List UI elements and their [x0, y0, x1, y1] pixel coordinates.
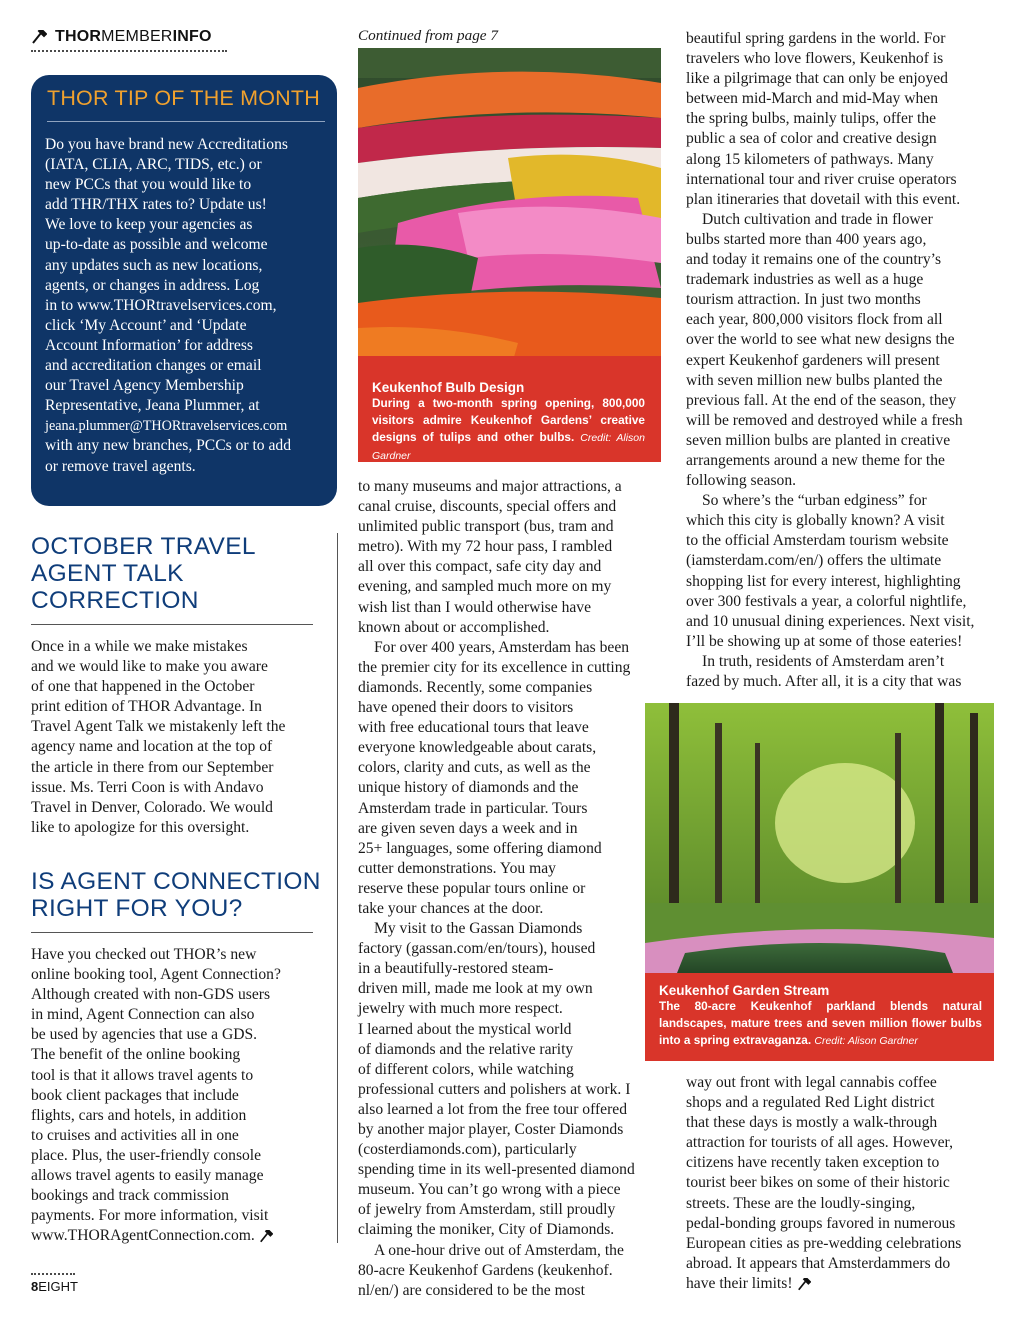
text-line: in a beautifully-restored steam- [358, 960, 554, 978]
text-line: way out front with legal cannabis coffee [686, 1074, 937, 1091]
thor-hammer-icon [31, 30, 47, 44]
text-line: shops and a regulated Red Light district [686, 1094, 935, 1112]
tip-body [45, 135, 327, 477]
section-header [31, 28, 231, 52]
agent-connection-section [31, 868, 321, 1246]
text-line: Have you checked out THOR’s new [31, 946, 257, 963]
thor-hammer-icon [259, 1230, 273, 1243]
october-section [31, 533, 313, 838]
text-line: abroad. It appears that Amsterdammers do [686, 1254, 951, 1272]
heading-line: IS AGENT CONNECTION [31, 868, 321, 895]
garden-stream-photo [645, 703, 994, 1061]
right-column-body-after [686, 1073, 998, 1294]
text-line: (costerdiamonds.com), particularly [358, 1141, 577, 1159]
tip-line: Account Information’ for address [45, 336, 253, 354]
text-line: with free educational tours that leave [358, 719, 589, 737]
text-line: agency name and location at the top of [31, 738, 273, 756]
text-line: of jewelry from Amsterdam, still proudly [358, 1201, 616, 1219]
text-line: the premier city for its excellence in cutting [358, 658, 631, 676]
text-line: the article in there from our September [31, 758, 274, 776]
heading-line: OCTOBER TRAVEL [31, 533, 256, 560]
middle-column-body [358, 477, 668, 1301]
text-line: So where’s the “urban edginess” for [702, 492, 927, 510]
text-line: trademark industries as well as a huge [686, 271, 924, 289]
text-line: payments. For more information, visit [31, 1207, 269, 1225]
text-line: along 15 kilometers of pathways. Many [686, 150, 934, 168]
text-line: which this city is globally known? A visit [686, 512, 945, 530]
final-line: have their limits! [686, 1274, 793, 1292]
text-line: print edition of THOR Advantage. In [31, 698, 262, 716]
text-line: over 300 festivals a year, a colorful nightlife, [686, 592, 967, 610]
page-footer [31, 1273, 78, 1294]
text-line: tourism attraction. In just two months [686, 291, 921, 309]
text-line: colors, clarity and cuts, as well as the [358, 759, 591, 777]
caption-text [372, 395, 645, 462]
text-line: Although created with non-GDS users [31, 986, 271, 1004]
photo1-caption [358, 356, 661, 462]
header-title-bold: THOR [55, 28, 102, 45]
tip-email-link[interactable]: jeana.plummer@THORtravelservices.com [45, 418, 288, 435]
text-line: public a sea of color and creative design [686, 130, 937, 148]
tip-line: (IATA, CLIA, ARC, TIDS, etc.) or [45, 156, 262, 174]
text-line: citizens have recently taken exception to [686, 1154, 940, 1172]
text-line: The benefit of the online booking [31, 1046, 241, 1064]
text-line: like a pilgrimage that can only be enjoyed [686, 70, 948, 88]
text-line: of different colors, while watching [358, 1060, 574, 1078]
text-line: be used by agencies that use a GDS. [31, 1026, 258, 1044]
text-line [686, 1274, 998, 1294]
caption-title: Keukenhof Bulb Design [372, 380, 525, 395]
text-line: between mid-March and mid-May when [686, 90, 939, 108]
text-line: bookings and track commission [31, 1187, 229, 1205]
text-line: all over this compact, safe city day and [358, 558, 602, 576]
text-line: jewelry with much more respect. [358, 1000, 563, 1018]
caption-text [659, 998, 982, 1050]
text-line: of one that happened in the October [31, 678, 255, 696]
text-line: unlimited public transport (bus, tram and [358, 518, 614, 536]
text-line: shopping list for every interest, highlighting [686, 572, 961, 590]
page-number-digit: 8 [31, 1279, 39, 1294]
agent-connection-url[interactable]: www.THORAgentConnection.com. [31, 1227, 255, 1245]
tip-title: THOR TIP OF THE MONTH [47, 86, 320, 110]
text-line: also learned a lot from the free tour offered [358, 1100, 628, 1118]
text-line: Travel Agent Talk we mistakenly left the [31, 718, 286, 736]
text-line: Once in a while we make mistakes [31, 638, 248, 655]
tip-line: add THR/THX rates to? Update us! [45, 196, 267, 214]
text-line: (iamsterdam.com/en/) offers the ultimate [686, 552, 942, 570]
text-line: driven mill, made me look at my own [358, 980, 593, 998]
text-line: tourist beer bikes on some of their historic [686, 1174, 950, 1192]
text-line: A one-hour drive out of Amsterdam, the [374, 1241, 624, 1259]
text-line: diamonds. Recently, some companies [358, 678, 593, 696]
text-line: are given seven days a week and in [358, 819, 578, 837]
text-line: take your chances at the door. [358, 899, 544, 917]
text-line: to many museums and major attractions, a [358, 478, 622, 495]
text-line: fazed by much. After all, it is a city that was [686, 673, 962, 690]
tip-of-month-box [31, 75, 337, 506]
text-line: known about or accomplished. [358, 618, 550, 636]
text-line: that these days is mostly a walk-through [686, 1114, 938, 1132]
caption-credit: Credit: Alison Gardner [814, 1035, 918, 1047]
tip-line: Do you have brand new Accreditations [45, 136, 288, 153]
text-line: My visit to the Gassan Diamonds [374, 920, 583, 938]
text-line: place. Plus, the user-friendly console [31, 1146, 262, 1164]
text-line [31, 1226, 321, 1246]
agent-connection-heading [31, 868, 321, 922]
heading-line: RIGHT FOR YOU? [31, 895, 243, 922]
text-line: allows travel agents to easily manage [31, 1167, 264, 1185]
caption-title: Keukenhof Garden Stream [659, 983, 830, 998]
text-line: by another major player, Coster Diamonds [358, 1121, 624, 1138]
october-body [31, 637, 313, 838]
text-line: claiming the moniker, City of Diamonds. [358, 1221, 615, 1239]
text-line: 80-acre Keukenhof Gardens (keukenhof. [358, 1261, 613, 1279]
tip-line: or remove travel agents. [45, 457, 196, 475]
right-column-body [686, 29, 998, 692]
text-line: tool is that it allows travel agents to [31, 1066, 254, 1084]
text-line: and 10 unusual dining experiences. Next visit, [686, 612, 975, 630]
tip-line: agents, or changes in address. Log [45, 276, 260, 294]
text-line: attraction for tourists of all ages. However, [686, 1134, 953, 1152]
text-line: each year, 800,000 visitors flock from all [686, 311, 943, 329]
text-line: expert Keukenhof gardeners will present [686, 351, 940, 369]
text-line: have opened their doors to visitors [358, 699, 574, 717]
text-line: and we would like to make you aware [31, 658, 268, 676]
caption-body: The 80-acre Keukenhof parkland blends natural landscapes, mature trees and seven million flower bulbs into a spring extravaganza. [659, 999, 982, 1047]
text-line: in mind, Agent Connection can also [31, 1006, 255, 1024]
header-title [31, 28, 231, 46]
text-line: streets. These are the loudly-singing, [686, 1194, 916, 1212]
text-line: with seven million new bulbs planted the [686, 371, 943, 389]
text-line: reserve these popular tours online or [358, 879, 586, 897]
text-line: beautiful spring gardens in the world. For [686, 30, 946, 47]
agent-connection-rule [31, 932, 313, 933]
text-line: the spring bulbs, mainly tulips, offer the [686, 110, 937, 128]
header-dotted-rule [31, 50, 227, 52]
text-line: Amsterdam trade in particular. Tours [358, 799, 588, 817]
page-number [31, 1279, 78, 1294]
text-line: professional cutters and polishers at work. I [358, 1080, 631, 1098]
text-line: evening, and sampled much more on my [358, 578, 612, 596]
text-line: museum. You can’t go wrong with a piece [358, 1181, 621, 1199]
tip-line: in to www.THORtravelservices.com, [45, 296, 277, 314]
tip-line: Representative, Jeana Plummer, at [45, 397, 260, 415]
text-line: I learned about the mystical world [358, 1020, 572, 1038]
column-divider [337, 533, 338, 1243]
text-line: factory (gassan.com/en/tours), housed [358, 940, 596, 958]
heading-line: CORRECTION [31, 587, 199, 614]
text-line: In truth, residents of Amsterdam aren’t [702, 652, 945, 670]
thor-hammer-icon [797, 1278, 811, 1291]
text-line: following season. [686, 472, 797, 490]
heading-line: AGENT TALK [31, 560, 184, 587]
text-line: flights, cars and hotels, in addition [31, 1106, 247, 1124]
tip-line: new PCCs that you would like to [45, 176, 252, 194]
tulip-photo [358, 48, 661, 462]
text-line: For over 400 years, Amsterdam has been [374, 638, 630, 656]
text-line: and today it remains one of the country’s [686, 251, 942, 269]
text-line: cutter demonstrations. You may [358, 859, 556, 877]
text-line: travelers who love flowers, Keukenhof is [686, 50, 944, 68]
text-line: previous fall. At the end of the season, they [686, 391, 957, 409]
caption-body: During a two-month spring opening, 800,000 visitors admire Keukenhof Gardens’ creative designs of tulips and other bulbs. [372, 396, 645, 444]
header-title-regular: MEMBER [101, 28, 173, 45]
text-line: to cruises and activities all in one [31, 1126, 239, 1144]
text-line: bulbs started more than 400 years ago, [686, 230, 927, 248]
october-rule [31, 624, 313, 625]
text-line: arrangements around a new theme for the [686, 451, 945, 469]
header-title-bold2: INFO [172, 28, 212, 45]
footer-dotted-rule [31, 1273, 75, 1275]
agent-connection-body [31, 945, 321, 1246]
text-line: Dutch cultivation and trade in flower [702, 210, 933, 228]
october-heading [31, 533, 313, 614]
text-line: of diamonds and the relative rarity [358, 1040, 574, 1058]
tip-rule [47, 121, 325, 122]
text-line: everyone knowledgeable about carats, [358, 739, 597, 757]
tip-line: with any new branches, PCCs or to add [45, 437, 291, 455]
text-line: book client packages that include [31, 1086, 239, 1104]
text-line: over the world to see what new designs the [686, 331, 955, 349]
tip-line: our Travel Agency Membership [45, 377, 244, 395]
tip-line: any updates such as new locations, [45, 256, 263, 274]
page-number-word: EIGHT [38, 1279, 78, 1294]
text-line: plan itineraries that dovetail with this event. [686, 190, 961, 208]
continued-from: Continued from page 7 [358, 27, 498, 44]
text-line: seven million bulbs are planted in creative [686, 431, 951, 449]
text-line: issue. Ms. Terri Coon is with Andavo [31, 778, 264, 796]
text-line: Travel in Denver, Colorado. We would [31, 798, 273, 816]
tip-line: We love to keep your agencies as [45, 216, 253, 234]
tip-line: click ‘My Account’ and ‘Update [45, 316, 247, 334]
text-line: canal cruise, discounts, special offers and [358, 498, 617, 516]
text-line: will be removed and destroyed while a fresh [686, 411, 963, 429]
tip-line: and accreditation changes or email [45, 357, 262, 375]
text-line: European cities as pre-wedding celebrations [686, 1234, 962, 1252]
caption-credit: Credit: Alison Gardner [372, 432, 645, 462]
text-line: wish list than I would otherwise have [358, 598, 592, 616]
text-line: pedal-bonding groups favored in numerous [686, 1214, 956, 1232]
text-line: to the official Amsterdam tourism website [686, 532, 949, 550]
text-line: spending time in its well-presented diamond [358, 1161, 635, 1179]
tip-line: up-to-date as possible and welcome [45, 236, 268, 254]
photo2-caption [645, 973, 994, 1061]
text-line: unique history of diamonds and the [358, 779, 579, 797]
text-line: nl/en/) are considered to be the most [358, 1281, 585, 1299]
text-line: international tour and river cruise operators [686, 170, 957, 188]
text-line: online booking tool, Agent Connection? [31, 966, 281, 984]
text-line: like to apologize for this oversight. [31, 818, 250, 836]
text-line: 25+ languages, some offering diamond [358, 839, 602, 857]
text-line: metro). With my 72 hour pass, I rambled [358, 538, 613, 556]
text-line: I’ll be showing up at some of those eateries! [686, 632, 963, 650]
